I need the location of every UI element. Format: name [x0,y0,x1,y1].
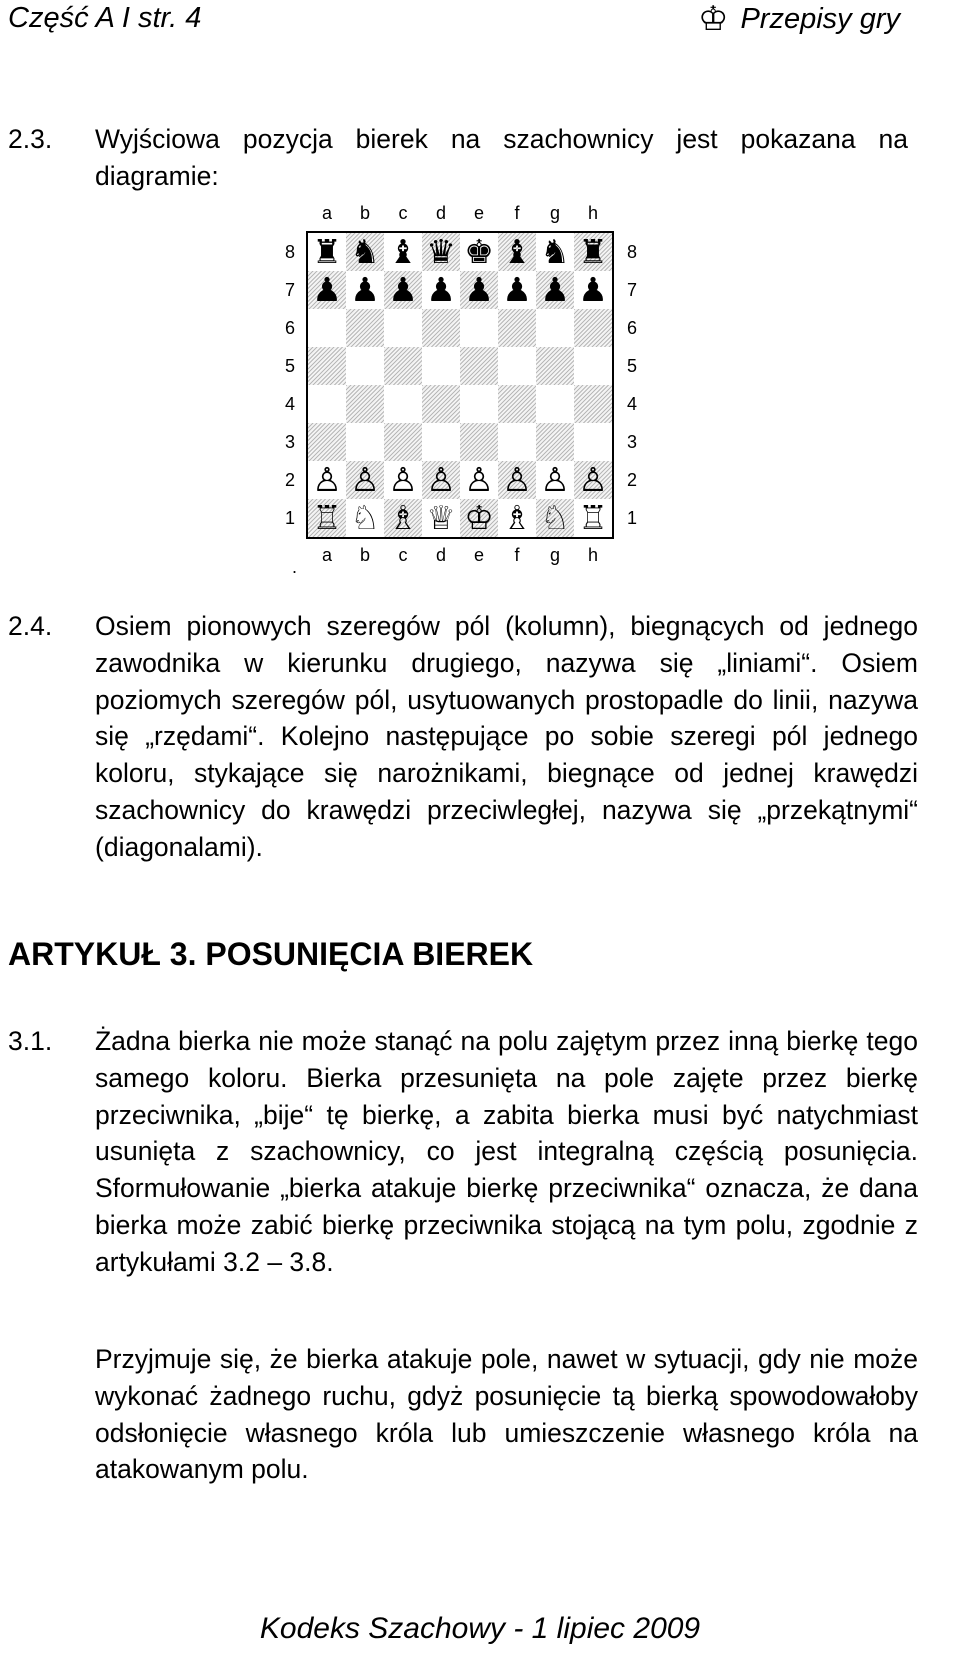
piece-a2-icon: ♙ [312,460,342,499]
square-a4 [308,385,346,423]
piece-h2-icon: ♙ [578,460,608,499]
piece-d2-icon: ♙ [426,460,456,499]
paragraph-number: 3.1. [8,1026,53,1056]
square-e3 [460,423,498,461]
rank-label-2-left: 2 [284,470,295,490]
square-f4 [498,385,536,423]
piece-d8-icon: ♛ [426,232,456,271]
square-c4 [384,385,422,423]
square-d6 [422,309,460,347]
piece-h8-icon: ♜ [578,232,608,271]
file-label-f-top: f [514,203,520,223]
piece-h7-icon: ♟ [578,270,608,309]
piece-c8-icon: ♝ [388,232,418,271]
piece-f8-icon: ♝ [502,232,532,271]
file-label-g-top: g [549,203,560,223]
paragraph-3-1-continued [8,1341,918,1488]
square-c3 [384,423,422,461]
square-b3 [346,423,384,461]
piece-b8-icon: ♞ [350,232,380,271]
rank-label-7-left: 7 [284,280,295,300]
square-f6 [498,309,536,347]
file-label-d-bottom: d [435,545,446,565]
rank-label-3-left: 3 [284,432,295,452]
piece-b2-icon: ♙ [350,460,380,499]
file-label-h-bottom: h [587,545,598,565]
square-c6 [384,309,422,347]
rank-label-2-right: 2 [626,470,637,490]
file-label-h-top: h [587,203,598,223]
rank-label-8-right: 8 [626,242,637,262]
piece-e7-icon: ♟ [464,270,494,309]
paragraph-number: 2.3. [8,124,53,154]
piece-a8-icon: ♜ [312,232,342,271]
rank-label-6-left: 6 [284,318,295,338]
square-b5 [346,347,384,385]
page-footer: Kodeks Szachowy - 1 lipiec 2009 [259,1612,701,1645]
piece-a7-icon: ♟ [312,270,342,309]
rank-label-3-right: 3 [626,432,637,452]
rank-label-7-right: 7 [626,280,637,300]
piece-g1-icon: ♘ [540,498,570,537]
file-label-c-bottom: c [398,545,408,565]
page-header-section: Część A I str. 4 [8,2,202,34]
square-h4 [574,385,612,423]
piece-f2-icon: ♙ [502,460,532,499]
paragraph-text: Żadna bierka nie może stanąć na polu zajętym przez inną bierkę tego samego koloru. Bierka przesunięta na pole zajęte przez bierkę przeciwnika, „bije“ tę bierkę, a zabita bierka musi być natychmiast usunięta z szachownicy, co jest integralną częścią posunięcia. Sformułowanie „bierka atakuje bierkę przeciwnika“ oznacza, że dana bierka może zabić bierkę przeciwnika stojącą na tym polu, zgodnie z artykułami 3.2 – 3.8. [95,1026,918,1277]
rank-label-5-left: 5 [284,356,295,376]
square-h5 [574,347,612,385]
chess-board [306,231,614,539]
square-a5 [308,347,346,385]
square-f3 [498,423,536,461]
piece-h1-icon: ♖ [578,498,608,537]
file-label-b-bottom: b [359,545,370,565]
square-h6 [574,309,612,347]
file-label-a-bottom: a [321,545,332,565]
square-e4 [460,385,498,423]
page-header-title [697,0,900,39]
piece-d7-icon: ♟ [426,270,456,309]
article-heading: ARTYKUŁ 3. POSUNIĘCIA BIEREK [8,936,534,972]
paragraph-2-4 [8,608,918,866]
rank-label-4-right: 4 [626,394,637,414]
rank-label-6-right: 6 [626,318,637,338]
file-label-d-top: d [435,203,446,223]
square-d4 [422,385,460,423]
rank-label-8-left: 8 [284,242,295,262]
square-c5 [384,347,422,385]
square-h3 [574,423,612,461]
file-label-g-bottom: g [549,545,560,565]
paragraph-3-1 [8,1023,918,1281]
header-title-text: Przepisy gry [740,2,900,35]
square-g6 [536,309,574,347]
paragraph-text: Przyjmuje się, że bierka atakuje pole, nawet w sytuacji, gdy nie może wykonać żadnego ruchu, gdyż posunięcie tą bierką spowodowałoby odsłonięcie własnego króla lub umieszczenie własnego króla na atakowanym polu. [95,1344,918,1485]
file-label-a-top: a [321,203,332,223]
chess-starting-position-diagram [272,195,637,585]
file-label-f-bottom: f [514,545,520,565]
square-g5 [536,347,574,385]
piece-c2-icon: ♙ [388,460,418,499]
piece-g8-icon: ♞ [540,232,570,271]
square-f5 [498,347,536,385]
rank-label-4-left: 4 [284,394,295,414]
piece-a1-icon: ♖ [312,498,342,537]
piece-f7-icon: ♟ [502,270,532,309]
square-d3 [422,423,460,461]
piece-g7-icon: ♟ [540,270,570,309]
square-g4 [536,385,574,423]
piece-e8-icon: ♚ [464,232,494,271]
piece-c1-icon: ♗ [388,498,418,537]
piece-e1-icon: ♔ [464,498,494,537]
rank-label-1-left: 1 [284,508,295,528]
piece-g2-icon: ♙ [540,460,570,499]
file-label-b-top: b [359,203,370,223]
trailing-dot: . [292,557,298,577]
piece-d1-icon: ♕ [426,498,456,537]
piece-c7-icon: ♟ [388,270,418,309]
king-crown-icon: ♔ [697,0,729,39]
square-e5 [460,347,498,385]
square-b6 [346,309,384,347]
square-d5 [422,347,460,385]
square-g3 [536,423,574,461]
piece-b7-icon: ♟ [350,270,380,309]
paragraph-text: Osiem pionowych szeregów pól (kolumn), biegnących od jednego zawodnika w kierunku drugiego, nazywa się „liniami“. Osiem poziomych szeregów pól, usytuowanych prostopadle do linii, nazywa się „rzędami“. Kolejno następujące po sobie szeregi pól jednego koloru, stykające się narożnikami, biegnące od jednej krawędzi szachownicy do krawędzi przeciwległej, nazywa się „przekątnymi“ (diagonalami). [95,611,918,862]
square-e6 [460,309,498,347]
square-a6 [308,309,346,347]
paragraph-number: 2.4. [8,611,53,641]
rank-label-1-right: 1 [626,508,637,528]
square-b4 [346,385,384,423]
square-a3 [308,423,346,461]
file-label-e-bottom: e [473,545,484,565]
file-label-e-top: e [473,203,484,223]
piece-b1-icon: ♘ [350,498,380,537]
piece-e2-icon: ♙ [464,460,494,499]
piece-f1-icon: ♗ [502,498,532,537]
paragraph-text: Wyjściowa pozycja bierek na szachownicy jest pokazana na diagramie: [95,124,908,191]
paragraph-2-3 [8,121,908,195]
rank-label-5-right: 5 [626,356,637,376]
file-label-c-top: c [398,203,408,223]
